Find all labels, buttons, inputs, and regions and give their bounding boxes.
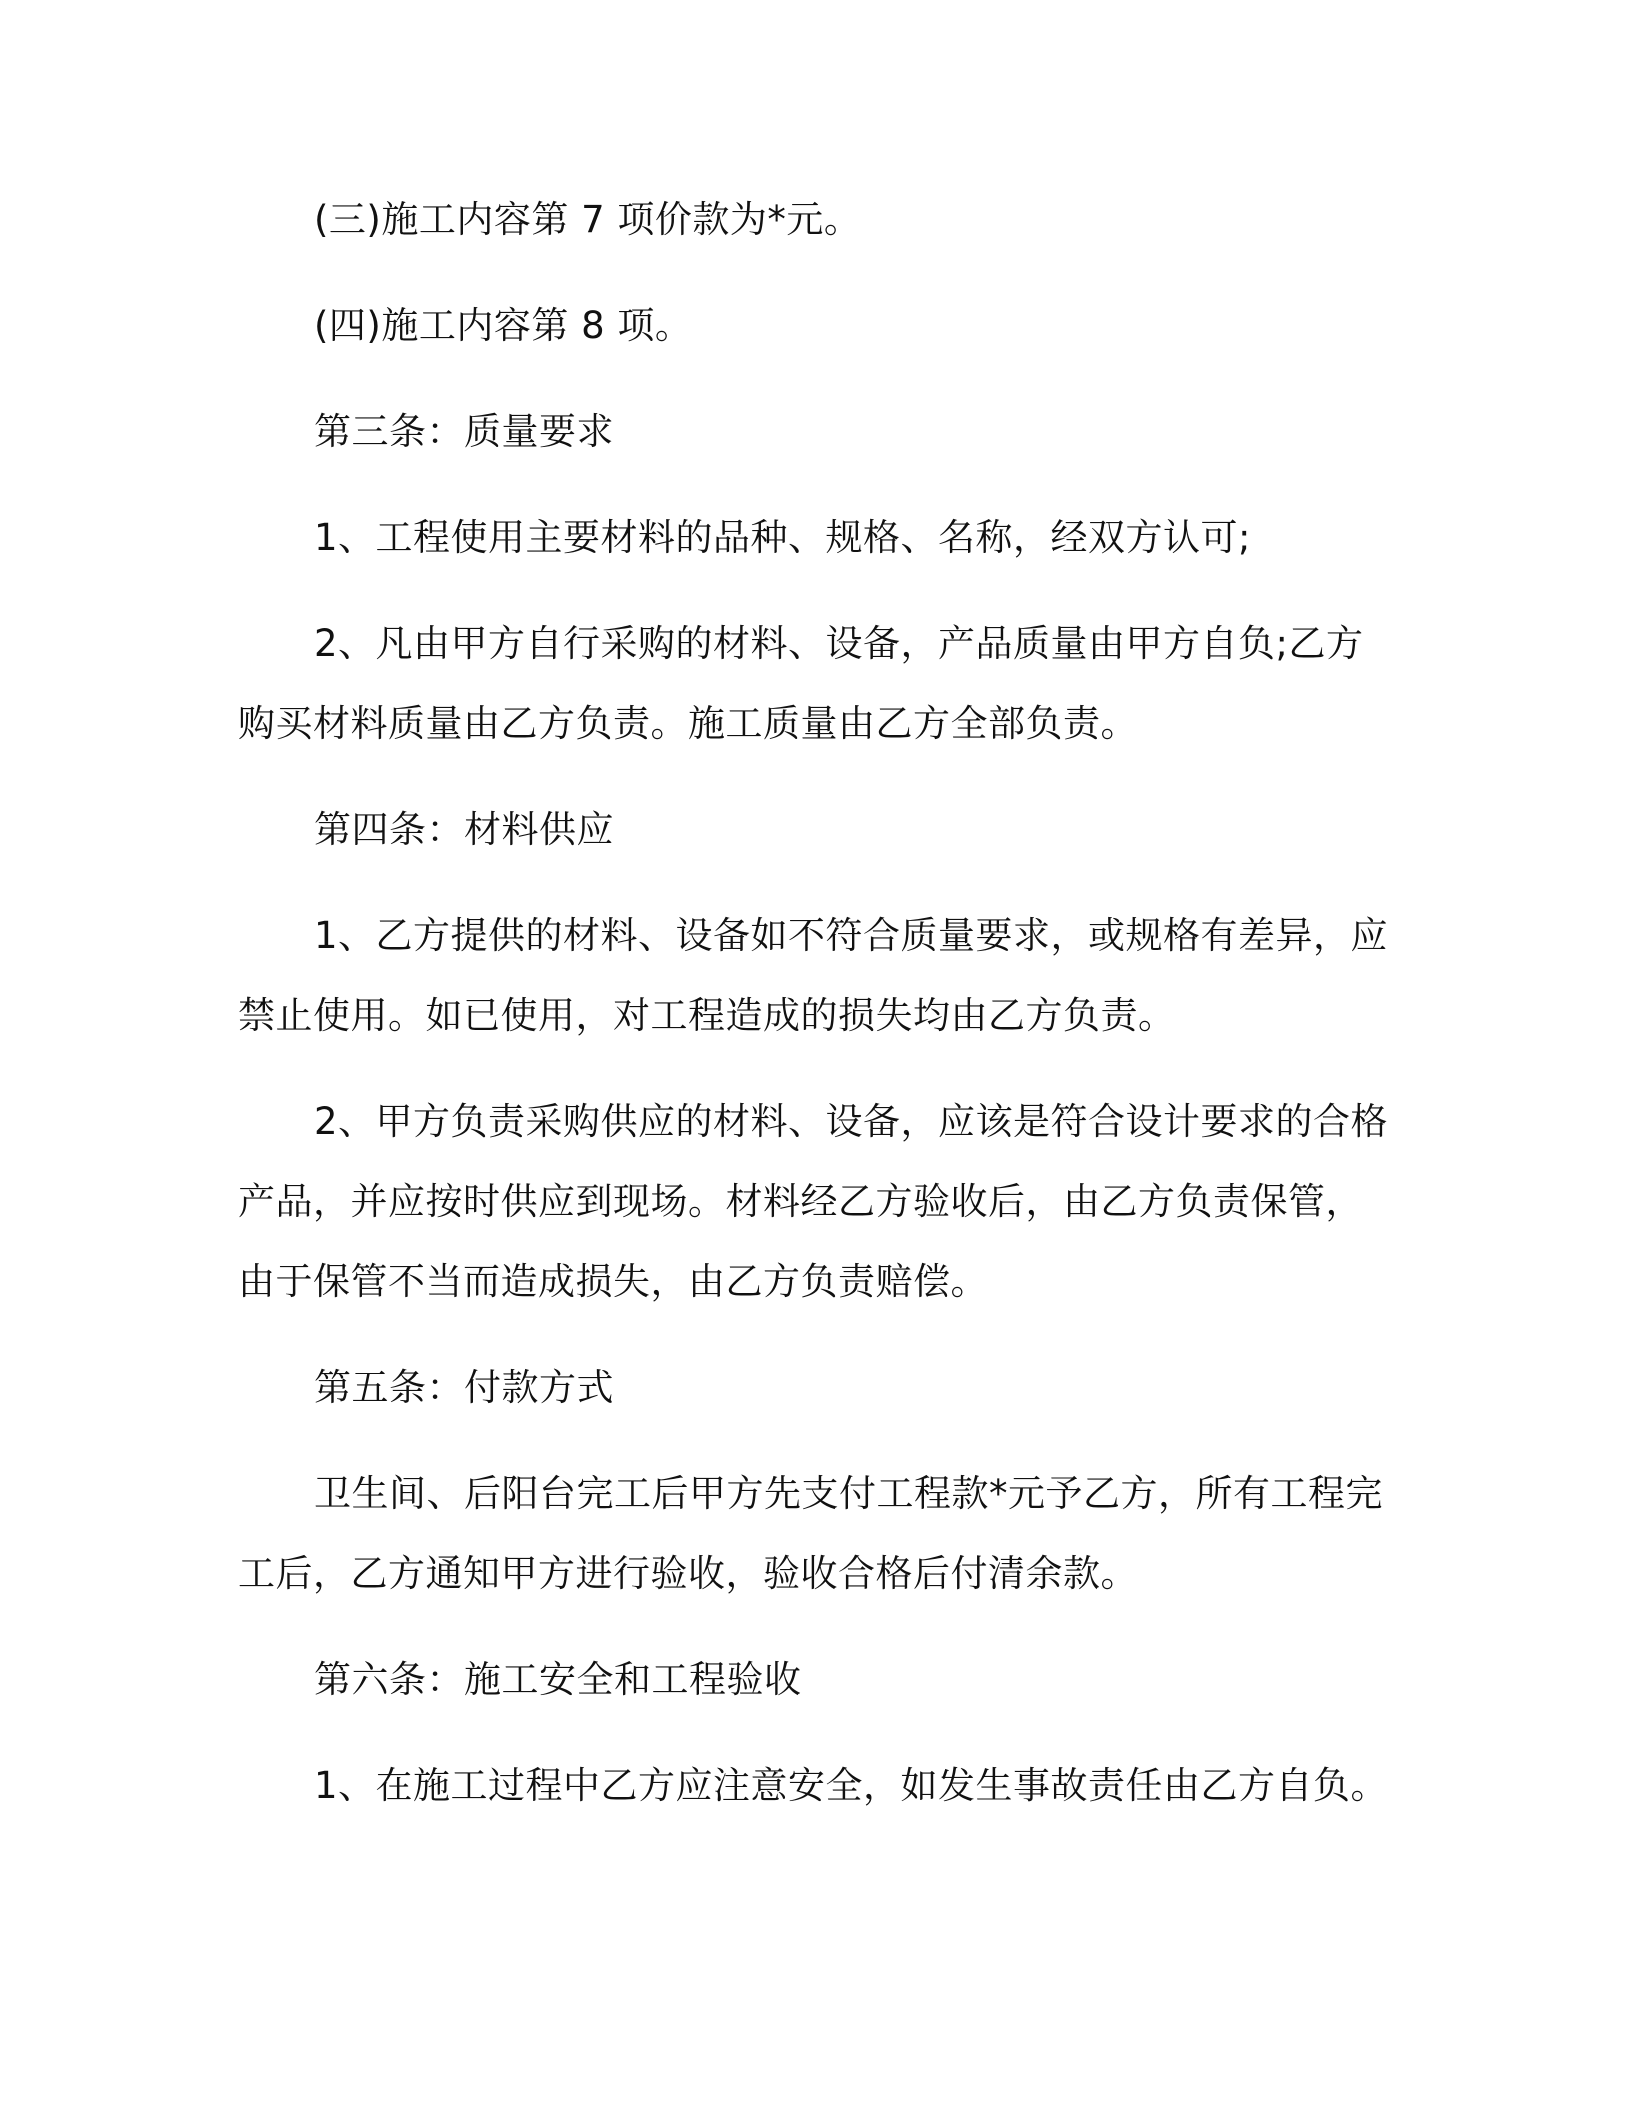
article-6-item-1: 1、在施工过程中乙方应注意安全，如发生事故责任由乙方自负。 (314, 1764, 1389, 1807)
document-body (238, 180, 1390, 1852)
article-6-heading: 第六条：施工安全和工程验收 (314, 1658, 802, 1701)
article-5-body: 卫生间、后阳台完工后甲方先支付工程款*元予乙方，所有工程完工后，乙方通知甲方进行验收，验收合格后付清余款。 (238, 1472, 1383, 1595)
article-4-item-2: 2、甲方负责采购供应的材料、设备，应该是符合设计要求的合格产品，并应按时供应到现场。材料经乙方验收后，由乙方负责保管，由于保管不当而造成损失，由乙方负责赔偿。 (238, 1100, 1389, 1303)
clause-item-3: (三)施工内容第 7 项价款为*元。 (314, 198, 862, 241)
article-3-item-2: 2、凡由甲方自行采购的材料、设备，产品质量由甲方自负;乙方购买材料质量由乙方负责。施工质量由乙方全部负责。 (238, 622, 1364, 745)
article-4-item-1: 1、乙方提供的材料、设备如不符合质量要求，或规格有差异，应禁止使用。如已使用，对工程造成的损失均由乙方负责。 (238, 914, 1389, 1037)
clause-item-4: (四)施工内容第 8 项。 (314, 304, 693, 347)
article-5-heading: 第五条：付款方式 (314, 1366, 614, 1409)
article-4-heading: 第四条：材料供应 (314, 808, 614, 851)
article-3-item-1: 1、工程使用主要材料的品种、规格、名称，经双方认可; (314, 516, 1252, 559)
article-3-heading: 第三条：质量要求 (314, 410, 614, 453)
